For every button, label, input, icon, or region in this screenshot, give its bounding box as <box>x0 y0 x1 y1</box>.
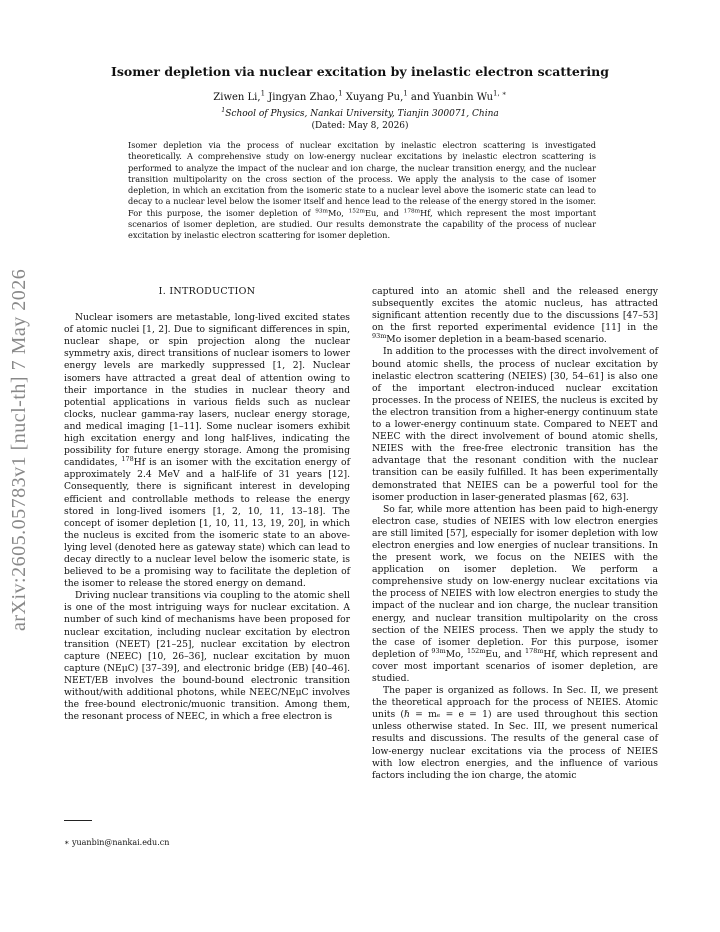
isotope-mass-superscript: 93m <box>315 208 328 215</box>
text-run: Isomer depletion via the process of nuclear excitation by inelastic electron scattering is investigated theoretically. A comprehensive study on low-energy nuclear excitations by inelastic electron scattering is performed to analyze the impact of the nuclear and ion charge, the nuclear transition energy, and the nuclear transition multipolarity on the cross section of the process. We apply the analysis to the case of isomer depletion, in which an excitation from the isomeric state to a nuclear level above the isomeric state can lead to decay to a nuclear level below the isomer itself and hence lead to the release of the energy stored in the isomer. For this purpose, the isomer depletion of <box>128 140 596 218</box>
text-run: captured into an atomic shell and the released energy subsequently excites the atomic nucleus, has attracted significant attention recently due to the discussions [47–53] on the first reported experimental evidence [11] in the <box>372 286 658 334</box>
left-column <box>64 286 350 723</box>
author-name: Jingyan Zhao, <box>268 92 339 103</box>
isotope-mass-superscript: 93m <box>431 646 446 655</box>
section-heading-introduction: I. INTRODUCTION <box>158 286 256 297</box>
footnote-email: ∗ yuanbin@nankai.edu.cn <box>64 838 170 847</box>
arxiv-stamp: arXiv:2605.05783v1 [nucl-th] 7 May 2026 <box>8 268 30 632</box>
isotope-mass-superscript: 152m <box>466 646 486 655</box>
text-run: In addition to the processes with the direct involvement of bound atomic shells, the process of nuclear excitation by inelastic electron scattering (NEIES) [30, 54–61] is also one of the important electron-induced nuclear excitation processes. In the process of NEIES, the nucleus is excited by the electron transition from a higher-energy continuum state to a lower-energy continuum state. Compared to NEET and NEEC with the direct involvement of bound atomic shells, NEIES with the free-free electronic transition has the advantage that the resonant condition with the nuclear transition can be easily fulfilled. It has been experimentally demonstrated that NEIES can be a powerful tool for the isomer production in laser-generated plasmas [62, 63]. <box>372 346 658 503</box>
author-affiliation-mark: 1 <box>260 89 266 98</box>
isotope-mass-superscript: 178m <box>403 208 421 215</box>
body-paragraph <box>372 286 658 346</box>
text-run: Eu, and <box>485 648 526 660</box>
text-run: Hf, which represent and cover most important scenarios of isomer depletion, are studied. <box>372 648 658 684</box>
text-run: Mo, <box>445 648 467 660</box>
affiliation-mark: 1 <box>221 107 226 114</box>
text-run: Mo isomer depletion in a beam-based scenario. <box>386 334 607 346</box>
text-run: Driving nuclear transitions via coupling to the atomic shell is one of the most intriguing ways for nuclear excitation. A number of such kind of mechanisms have been proposed for nuclear excitation, including nuclear excitation by electron transition (NEET) [21–25], nuclear excitation by electron capture (NEEC) [10, 26–36], nuclear excitation by muon capture (NEμC) [37–39], and electronic bridge (EB) [40–46]. NEET/EB involves the bound-bound electronic transition without/with additional photons, while NEEC/NEμC involves the free-bound electronic/muonic transition. Among them, the resonant process of NEEC, in which a free electron is <box>64 590 350 723</box>
left-column-body <box>64 312 350 723</box>
author-affiliation-mark: 1, ∗ <box>493 89 507 98</box>
text-run: Nuclear isomers are metastable, long-lived excited states of atomic nuclei [1, 2]. Due to significant differences in spin, nuclear shape, or spin projection along the nuclear symmetry axis, direct transitions of nuclear isomers to lower energy levels are markedly suppressed [1, 2]. Nuclear isomers have attracted a great deal of attention owing to their importance in the studies in nuclear theory and potential applications in various fields such as nuclear clocks, nuclear gamma-ray lasers, nuclear energy storage, and medical imaging [1–11]. Some nuclear isomers exhibit high excitation energy and long half-lives, indicating the possibility for future energy storage. Among the promising candidates, <box>64 312 350 469</box>
isotope-mass-superscript: 93m <box>372 332 387 341</box>
affiliation <box>80 109 640 119</box>
right-column <box>372 286 658 782</box>
author-name: and Yuanbin Wu <box>410 92 494 103</box>
author-name: Ziwen Li, <box>213 92 261 103</box>
text-run: The paper is organized as follows. In Sec. II, we present the theoretical approach for the process of NEIES. Atomic units (ℏ = mₑ = e = 1) are used throughout this section unless otherwise stated. In Sec. III, we present numerical results and discussions. The results of the general case of low-energy nuclear excitations via the process of NEIES with low electron energies, and the influence of various factors including the ion charge, the atomic <box>372 685 658 781</box>
body-paragraph <box>372 685 658 782</box>
text-run: Eu, and <box>365 207 404 218</box>
body-paragraph <box>64 590 350 723</box>
affiliation-text: School of Physics, Nankai University, Tianjin 300071, China <box>225 109 499 119</box>
isotope-mass-superscript: 178m <box>525 646 544 655</box>
paper-title: Isomer depletion via nuclear excitation by inelastic electron scattering <box>110 64 610 79</box>
abstract <box>128 140 596 242</box>
body-paragraph <box>372 504 658 685</box>
isotope-mass-superscript: 152m <box>348 208 365 215</box>
author-affiliation-mark: 1 <box>403 89 408 98</box>
text-run: Mo, <box>327 207 349 218</box>
author-affiliation-mark: 1 <box>338 89 343 98</box>
author-list <box>80 89 640 103</box>
text-run: Hf, which represent the most important scenarios of isomer depletion, are studied. Our results demonstrate the capability of the process of nuclear excitation by inelastic electron scattering for isomer depletion. <box>128 207 597 241</box>
text-run: Hf is an isomer with the excitation energy of approximately 2.4 MeV and a half-life of 31 years [12]. Consequently, there is significant interest in developing efficient and controllable methods to release the energy stored in long-lived isomers [1, 2, 10, 11, 13–18]. The concept of isomer depletion [1, 10, 11, 13, 19, 20], in which the nucleus is excited from the isomeric state to an above-lying level (denoted here as gateway state) which can lead to decay directly to a nuclear level below the isomeric state, is believed to be a promising way to facilitate the depletion of the isomer to release the stored energy on demand. <box>64 457 350 590</box>
date-line: (Dated: May 8, 2026) <box>311 121 409 131</box>
isotope-mass-superscript: 178 <box>121 455 134 464</box>
body-paragraph <box>372 346 658 503</box>
body-paragraph <box>64 312 350 590</box>
footnote-rule <box>64 820 92 821</box>
text-run: So far, while more attention has been paid to high-energy electron case, studies of NEIES with low electron energies are still limited [57], especially for isomer depletion with low electron energies and low energies of nuclear transitions. In the present work, we focus on the NEIES with the application on isomer depletion. We perform a comprehensive study on low-energy nuclear excitations via the process of NEIES with low electron energies to study the impact of the nuclear and ion charge, the nuclear transition energy, and nuclear transition multipolarity on the cross section of the NEIES process. Then we apply the study to the case of isomer depletion. For this purpose, isomer depletion of <box>372 503 658 660</box>
author-name: Xuyang Pu, <box>345 92 404 103</box>
